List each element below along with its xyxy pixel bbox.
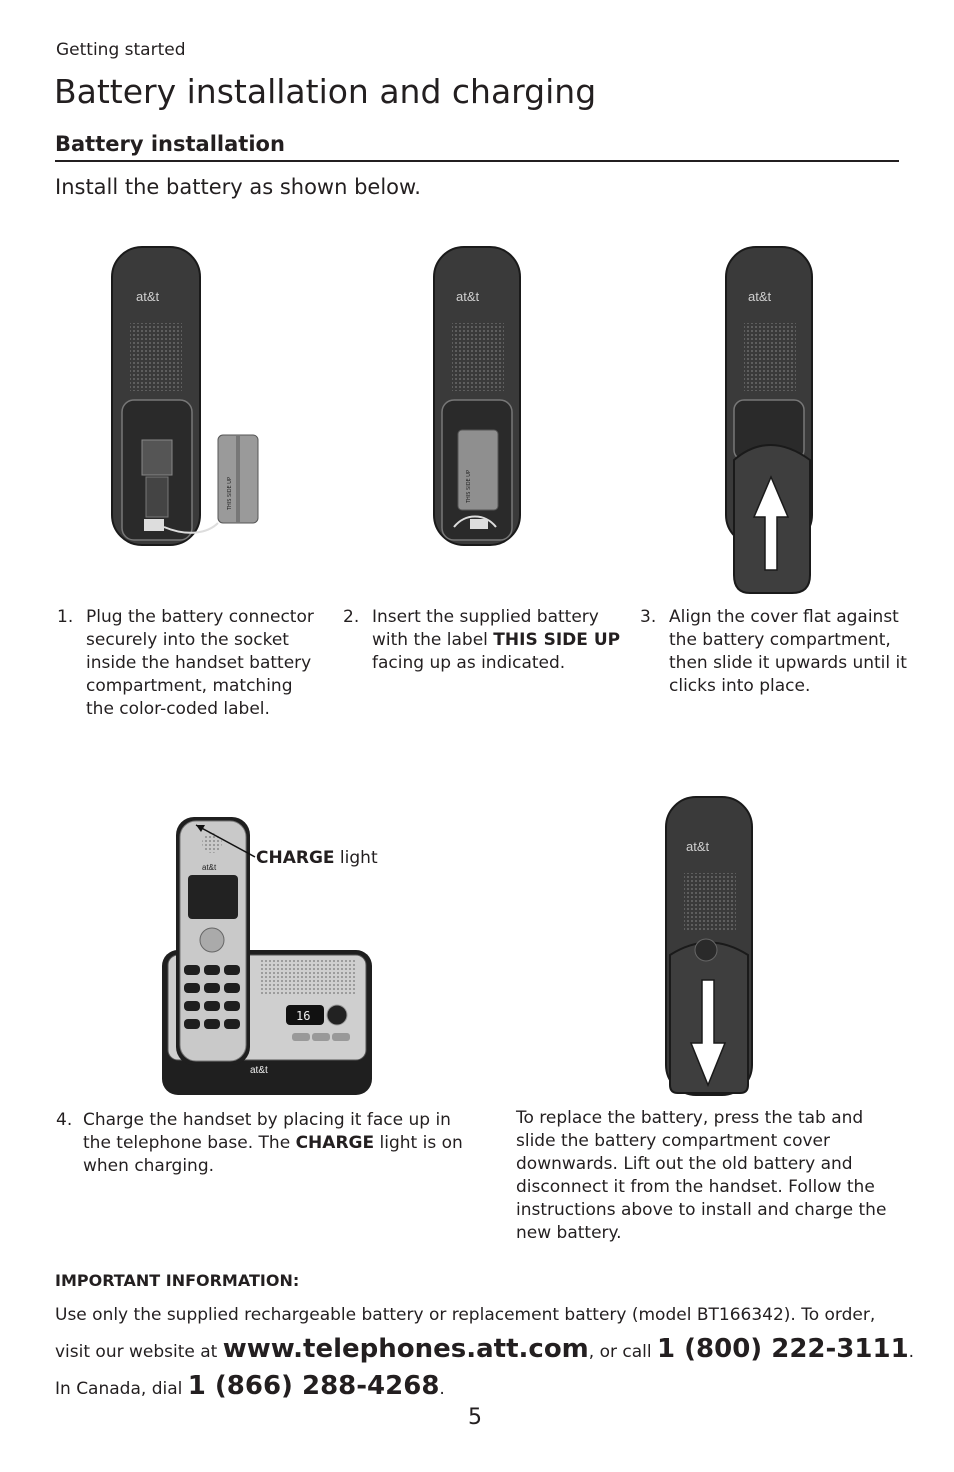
speaker-grille	[452, 323, 504, 391]
page-number: 5	[468, 1405, 482, 1430]
heading-rule	[55, 160, 899, 162]
handset-logo: at&t	[202, 863, 217, 872]
base-speaker-grille	[260, 960, 356, 995]
step-text: Insert the supplied battery with the label THIS SIDE UP facing up as indicated.	[372, 607, 621, 673]
step-text: Charge the handset by placing it face up in the telephone base. The CHARGE light is on when charging.	[83, 1110, 463, 1176]
figure-handset-open-battery-beside	[108, 245, 268, 550]
att-logo: at&t	[136, 289, 160, 304]
figure-battery-inserted	[430, 245, 525, 550]
phone-us: 1 (800) 222-3111	[657, 1334, 909, 1364]
speaker-grille	[744, 323, 796, 391]
website-link[interactable]: www.telephones.att.com	[222, 1334, 589, 1364]
battery-pack	[458, 430, 498, 510]
speaker-grille	[684, 873, 736, 931]
handset-screen	[188, 875, 238, 919]
important-line-3: In Canada, dial 1 (866) 288-4268.	[55, 1371, 445, 1401]
important-heading: IMPORTANT INFORMATION:	[55, 1271, 300, 1290]
page-title: Battery installation and charging	[54, 72, 597, 111]
charge-light-label: CHARGE light	[256, 848, 378, 868]
base-logo: at&t	[250, 1065, 268, 1076]
step-text: Plug the battery connector securely into the socket inside the handset battery compartment, matching the color-coded label.	[86, 607, 314, 719]
important-body	[55, 1298, 915, 1406]
figure-cover-slide-up	[722, 245, 817, 597]
intro-text: Install the battery as shown below.	[55, 175, 421, 199]
figure-cover-slide-down	[662, 795, 757, 1100]
important-line-2: visit our website at www.telephones.att.com, or call 1 (800) 222-3111.	[55, 1334, 915, 1364]
section-label: Getting started	[56, 40, 186, 60]
important-line-1: Use only the supplied rechargeable battery or replacement battery (model BT166342). To order,	[55, 1305, 876, 1325]
label-charge: CHARGE	[295, 1133, 375, 1153]
label-this-side-up: THIS SIDE UP	[493, 630, 621, 650]
replace-battery-text: To replace the battery, press the tab and slide the battery compartment cover downwards. Lift out the old battery and disconnect it from the handset. Follow the instructions above to install and charge the new battery.	[516, 1108, 887, 1243]
cover-tab	[695, 939, 717, 961]
step-number: 4.	[56, 1110, 73, 1130]
speaker-grille	[130, 323, 182, 391]
att-logo: at&t	[686, 839, 710, 854]
att-logo: at&t	[456, 289, 480, 304]
battery-label-text: THIS SIDE UP	[227, 477, 233, 510]
step-number: 1.	[57, 607, 74, 627]
base-display-digits: 16	[296, 1009, 311, 1023]
battery-label-text: THIS SIDE UP	[466, 470, 472, 503]
sub-heading: Battery installation	[55, 132, 285, 156]
step-text: Align the cover flat against the battery compartment, then slide it upwards until it clicks into place.	[669, 607, 907, 696]
phone-canada: 1 (866) 288-4268	[187, 1371, 440, 1401]
att-logo: at&t	[748, 289, 772, 304]
step-number: 3.	[640, 607, 657, 627]
step-number: 2.	[343, 607, 360, 627]
